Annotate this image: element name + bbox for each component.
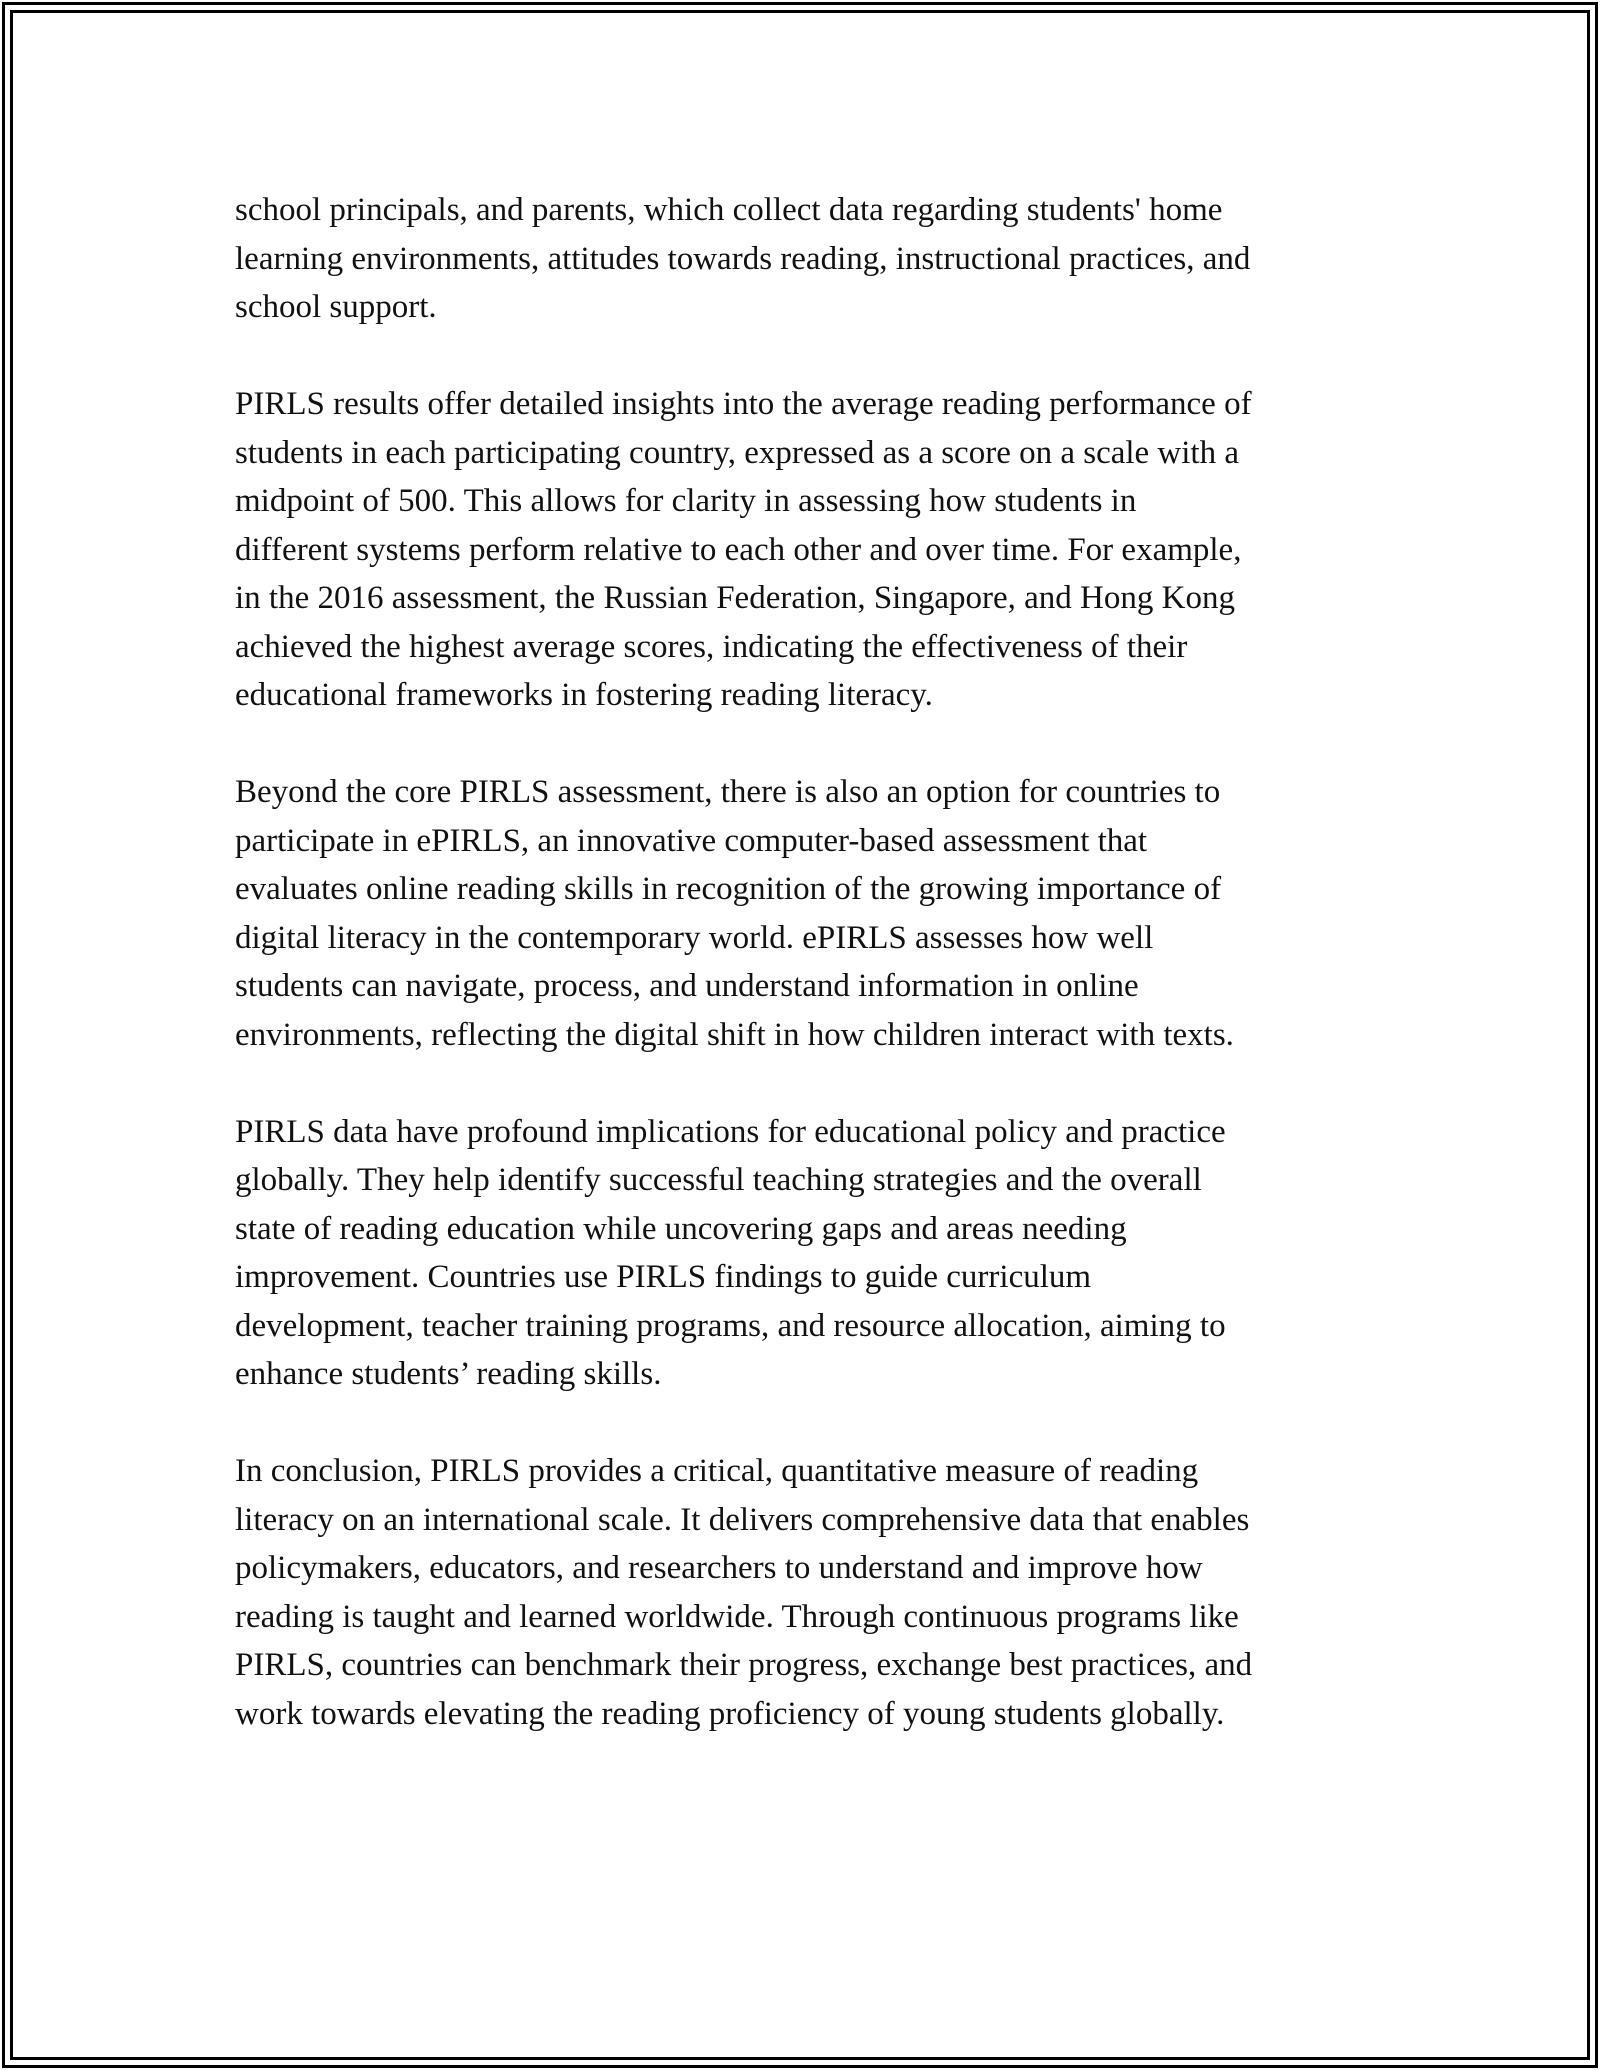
paragraph-line: policymakers, educators, and researchers to understand and improve how xyxy=(235,1550,1203,1586)
paragraph-line: globally. They help identify successful teaching strategies and the overall xyxy=(235,1162,1202,1198)
document-body xyxy=(235,186,1375,1787)
paragraph-2 xyxy=(235,380,1375,720)
paragraph-line: students can navigate, process, and understand information in online xyxy=(235,968,1139,1004)
paragraph-line: work towards elevating the reading proficiency of young students globally. xyxy=(235,1695,1225,1732)
paragraph-line: students in each participating country, expressed as a score on a scale with a xyxy=(235,434,1240,471)
paragraph-line: evaluates online reading skills in recognition of the growing importance of xyxy=(235,871,1222,907)
paragraph-line: midpoint of 500. This allows for clarity in assessing how students in xyxy=(235,483,1137,519)
paragraph-line: state of reading education while uncovering gaps and areas needing xyxy=(235,1210,1127,1247)
paragraph-line: literacy on an international scale. It delivers comprehensive data that enables xyxy=(235,1501,1250,1538)
paragraph-line: educational frameworks in fostering reading literacy. xyxy=(235,677,933,713)
paragraph-line: improvement. Countries use PIRLS findings to guide curriculum xyxy=(235,1259,1092,1295)
paragraph-line: school support. xyxy=(235,289,437,325)
paragraph-1 xyxy=(235,186,1375,332)
paragraph-line: enhance students’ reading skills. xyxy=(235,1356,662,1392)
paragraph-line: PIRLS data have profound implications for educational policy and practice xyxy=(235,1113,1226,1150)
paragraph-line: school principals, and parents, which collect data regarding students' home xyxy=(235,192,1223,228)
paragraph-3 xyxy=(235,768,1375,1059)
paragraph-line: different systems perform relative to each other and over time. For example, xyxy=(235,531,1242,568)
paragraph-line: digital literacy in the contemporary world. ePIRLS assesses how well xyxy=(235,919,1154,956)
paragraph-4 xyxy=(235,1108,1375,1399)
paragraph-line: learning environments, attitudes towards reading, instructional practices, and xyxy=(235,240,1251,277)
paragraph-line: reading is taught and learned worldwide. Through continuous programs like xyxy=(235,1598,1239,1635)
paragraph-line: Beyond the core PIRLS assessment, there is also an option for countries to xyxy=(235,774,1221,810)
paragraph-5 xyxy=(235,1447,1375,1738)
paragraph-line: PIRLS results offer detailed insights into the average reading performance of xyxy=(235,386,1252,422)
paragraph-line: development, teacher training programs, and resource allocation, aiming to xyxy=(235,1307,1226,1344)
paragraph-line: participate in ePIRLS, an innovative computer-based assessment that xyxy=(235,822,1148,859)
paragraph-line: in the 2016 assessment, the Russian Federation, Singapore, and Hong Kong xyxy=(235,580,1235,616)
paragraph-line: In conclusion, PIRLS provides a critical, quantitative measure of reading xyxy=(235,1453,1199,1489)
paragraph-line: PIRLS, countries can benchmark their progress, exchange best practices, and xyxy=(235,1647,1253,1683)
paragraph-line: environments, reflecting the digital shift in how children interact with texts. xyxy=(235,1016,1234,1053)
paragraph-line: achieved the highest average scores, indicating the effectiveness of their xyxy=(235,628,1188,665)
